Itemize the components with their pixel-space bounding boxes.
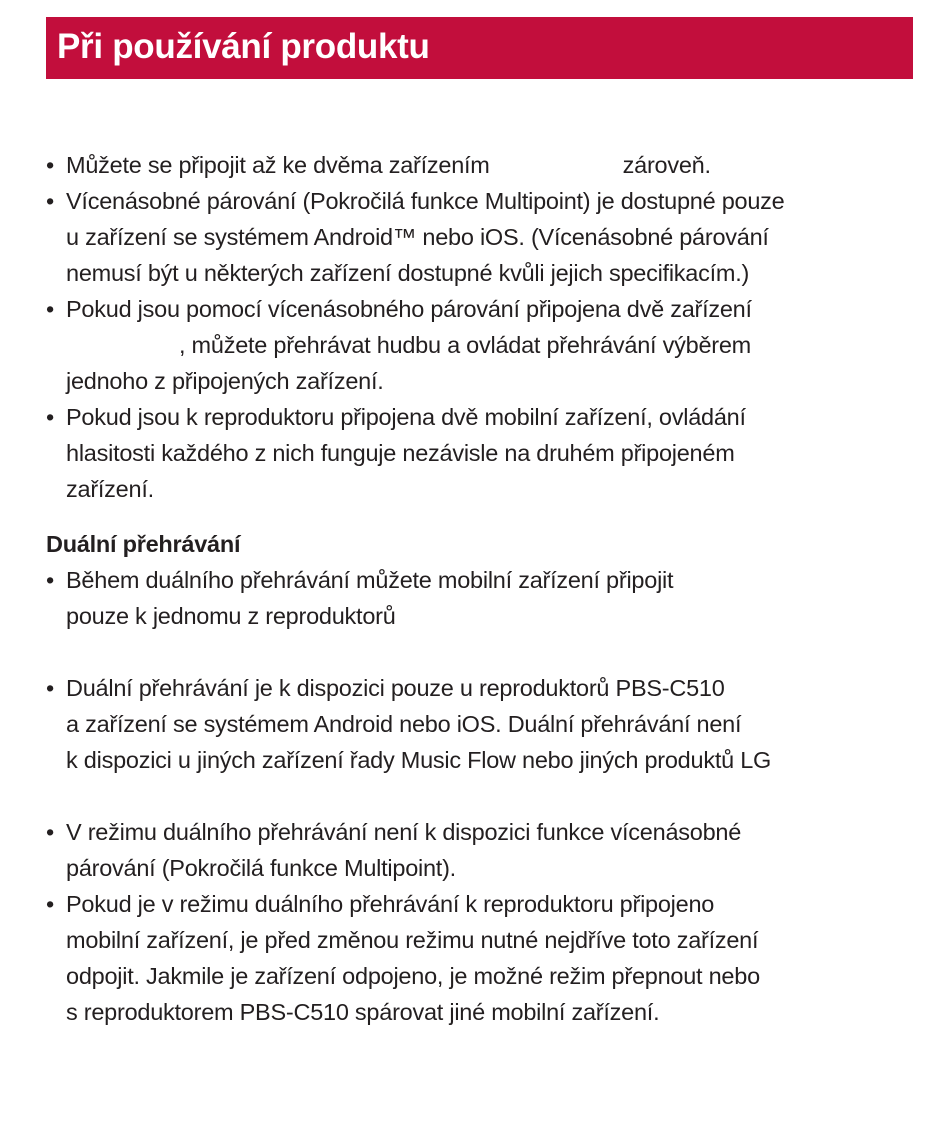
list-item-text: mobilní zařízení, je před změnou režimu nutné nejdříve toto zařízení (66, 927, 759, 953)
list-item (46, 291, 926, 399)
list-item (46, 399, 926, 507)
list-item-text: Pokud je v režimu duálního přehrávání k reproduktoru připojeno (66, 891, 715, 917)
list-item-text: u zařízení se systémem Android™ nebo iOS. (Vícenásobné párování (66, 224, 769, 250)
bullet-marker: • (46, 152, 54, 178)
bullet-marker: • (46, 296, 54, 322)
list-item-text: k dispozici u jiných zařízení řady Music Flow nebo jiných produktů LG (66, 747, 772, 773)
page-title: Při používání produktu (57, 27, 430, 66)
list-item-text: zařízení. (66, 476, 154, 502)
list-item (46, 814, 926, 886)
list-item-text: zároveň. (622, 152, 711, 178)
header-bar (46, 17, 913, 79)
bullet-marker: • (46, 675, 54, 701)
list-item-text: Během duálního přehrávání můžete mobilní zařízení připojit (66, 567, 674, 593)
list-item-text: Můžete se připojit až ke dvěma zařízením (66, 152, 490, 178)
list-item-text: hlasitosti každého z nich funguje nezávisle na druhém připojeném (66, 440, 735, 466)
list-item-text: Vícenásobné párování (Pokročilá funkce Multipoint) je dostupné pouze (66, 188, 785, 214)
list-item-text: Pokud jsou k reproduktoru připojena dvě mobilní zařízení, ovládání (66, 404, 746, 430)
list-item-text: , můžete přehrávat hudbu a ovládat přehrávání výběrem (179, 332, 751, 358)
bullet-marker: • (46, 819, 54, 845)
document-body (46, 147, 926, 1030)
bullet-marker: • (46, 188, 54, 214)
list-item-text: V režimu duálního přehrávání není k dispozici funkce vícenásobné (66, 819, 742, 845)
list-item-text: s reproduktorem PBS-C510 spárovat jiné mobilní zařízení. (66, 999, 660, 1025)
bullet-list-dual-playback (46, 562, 926, 1030)
list-item (46, 886, 926, 1030)
list-item-text: nemusí být u některých zařízení dostupné kvůli jejich specifikacím.) (66, 260, 750, 286)
list-item (46, 562, 926, 634)
bullet-marker: • (46, 404, 54, 430)
bullet-marker: • (46, 891, 54, 917)
section-heading-dual-playback: Duální přehrávání (46, 531, 241, 557)
list-item-text: Duální přehrávání je k dispozici pouze u reproduktorů PBS-C510 (66, 675, 725, 701)
list-item-text: jednoho z připojených zařízení. (66, 368, 384, 394)
list-item-text: Pokud jsou pomocí vícenásobného párování připojena dvě zařízení (66, 296, 752, 322)
bullet-marker: • (46, 567, 54, 593)
bullet-list-multipoint (46, 147, 926, 507)
list-item (46, 670, 926, 778)
list-item-text: pouze k jednomu z reproduktorů (66, 603, 396, 629)
list-item-text: párování (Pokročilá funkce Multipoint). (66, 855, 456, 881)
list-item-text: a zařízení se systémem Android nebo iOS. Duální přehrávání není (66, 711, 742, 737)
list-item (46, 183, 926, 291)
list-item (46, 147, 926, 183)
list-item-text: odpojit. Jakmile je zařízení odpojeno, je možné režim přepnout nebo (66, 963, 760, 989)
